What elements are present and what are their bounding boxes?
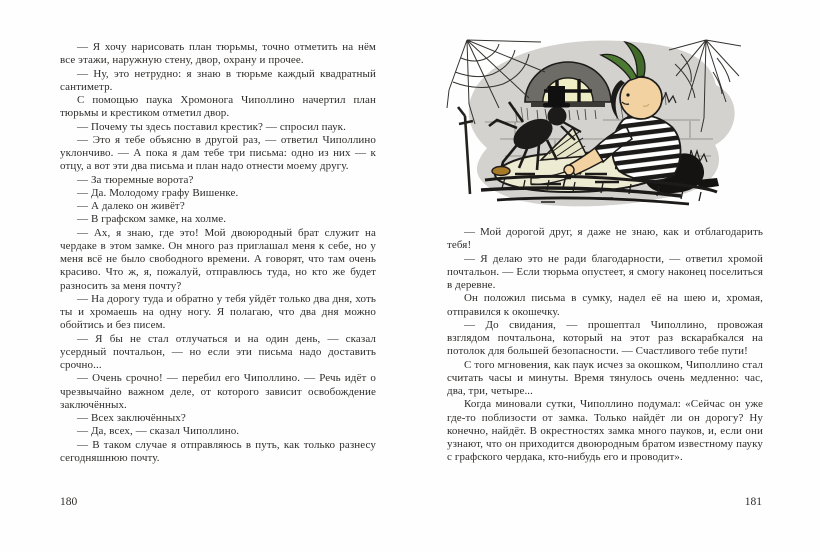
paragraph: Когда миновали сутки, Чиполлино подумал: «Сейчас он уже где-то поблизости от замка. Только найдёт ли он дорогу? Ну конечно, найдёт. В окрестностях замка много пауков, и, если они узнают, что он приходится двоюродным братом известному пауку с графского чердака, кто-нибудь его и проводит». [447,398,763,464]
paragraph: Он положил письма в сумку, надел её на шею и, хромая, отправился к окошечку. [447,292,763,318]
paragraph: — Ну, это нетрудно: я знаю в тюрьме каждый квадратный сантиметр. [60,67,376,93]
illustration-image [445,28,745,212]
paragraph: С помощью паука Хромонога Чиполлино начертил план тюрьмы и крестиком отметил двор. [60,94,376,120]
paragraph: — Да, всех, — сказал Чиполлино. [77,425,240,438]
spider-boot [492,167,510,176]
paragraph: С того мгновения, как паук исчез за окошком, Чиполлино стал считать часы и минуты. Время тянулось очень медленно: час, два, три, четыре... [447,358,763,397]
paragraph: — Это я тебе объясню в другой раз, — ответил Чиполлино уклончиво. — А пока я дам тебе три письма: одно из них — к отцу, а вот эти два письма и план надо отнести моему другу. [60,133,376,173]
paragraph: — В графском замке, на холме. [77,213,227,226]
page-right [410,0,820,552]
paragraph: — Мой дорогой друг, я даже не знаю, как и отблагодарить тебя! [447,226,763,252]
left-text-column [60,41,376,465]
paragraph: — В таком случае я отправляюсь в путь, как только разнесу сегодняшнюю почту. [60,438,376,464]
paragraph: — Почему ты здесь поставил крестик? — спросил паук. [77,120,346,133]
right-text-column [447,226,763,465]
paragraph: — Я хочу нарисовать план тюрьмы, точно отметить на нём все этажи, наружную стену, двор, охрану и прочее. [60,41,376,67]
paragraph: — Да. Молодому графу Вишенке. [77,186,239,199]
paragraph: — А далеко он живёт? [77,200,185,212]
paragraph: — За тюремные ворота? [77,173,194,186]
paragraph: — Ах, я знаю, где это! Мой двоюродный брат служит на чердаке в этом замке. Он много раз приглашал меня к себе, но у меня всё не было свободного времени. А говорят, что там очень красиво. Что ж, я, пожалуй, отправлюсь туда, но кто же будет разносить за меня почту? [60,226,376,292]
paragraph: — Всех заключённых? [77,412,186,424]
paragraph: — Я делаю это не ради благодарности, — ответил хромой почтальон. — Если тюрьма опустеет, я смогу наконец поселиться в деревне. [447,252,763,291]
paragraph: — На дорогу туда и обратно у тебя уйдёт только два дня, хоть ты и хромаешь на одну ногу. Я полагаю, что два дня можно обойтись и без писем. [60,292,376,332]
paragraph: — Очень срочно! — перебил его Чиполлино. — Речь идёт о чрезвычайно важном деле, от которого зависит освобождение заключённых. [60,372,376,411]
page-number-right: 181 [744,496,762,508]
paragraph: — Я бы не стал отлучаться и на один день, — сказал усердный почтальон, — но если эти письма надо доставить срочно... [60,332,376,371]
eye [626,93,629,96]
paragraph: — До свидания, — прошептал Чиполлино, провожая взглядом почтальона, который на этот раз вскарабкался на потолок для большей безопасности. — Счастливого тебе пути! [447,318,763,358]
page-number-left: 180 [60,496,78,508]
